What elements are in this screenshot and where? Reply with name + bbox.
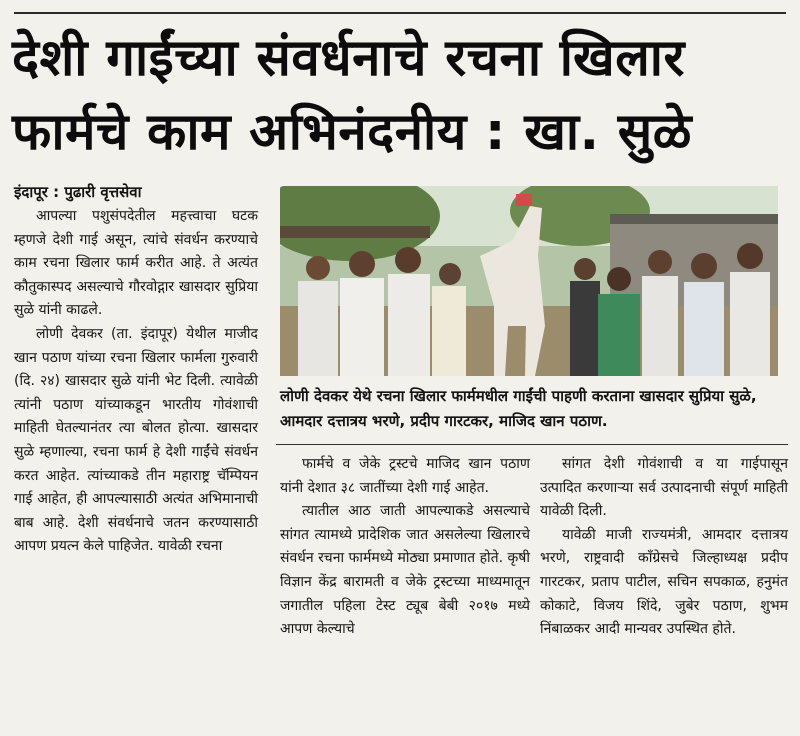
article-column-2: [280, 453, 530, 642]
top-rule: [14, 12, 786, 14]
column1-paragraph-2: लोणी देवकर (ता. इंदापूर) येथील माजीद खान पठाण यांच्या रचना खिलार फार्मला गुरुवारी (दि. २४) खासदार सुळे यांनी भेट दिली. त्यावेळी त्यांनी पठाण यांच्याकडून भारतीय गोवंशाची माहिती घेतल्यानंतर त्या बोलत होत्या. खासदार सुळे म्हणाल्या, रचना फार्म हे देशी गाईंचे संवर्धन करत आहेत. त्यांच्याकडे तीन महाराष्ट्र चॅम्पियन गाई आहेत, ही आपल्यासाठी अत्यंत अभिमानाची बाब आहे. देशी संवर्धनाचे जतन करण्यासाठी आपण प्रयत्न केले पाहिजेत. यावेळी रचना: [14, 325, 258, 555]
news-photo: [280, 186, 778, 376]
headline-line-2: फार्मचे काम अभिनंदनीय : खा. सुळे: [12, 103, 693, 162]
article-column-1: [14, 205, 258, 559]
dateline: इंदापूर : पुढारी वृत्तसेवा: [14, 183, 142, 201]
column3-paragraph-2: यावेळी माजी राज्यमंत्री, आमदार दत्तात्रय भरणे, राष्ट्रवादी काँग्रेसचे जिल्हाध्यक्ष प्रदीप गारटकर, प्रताप पाटील, सचिन सपकाळ, हनुमंत कोकाटे, विजय शिंदे, जुबेर पठाण, शुभम निंबाळकर आदी मान्यवर उपस्थित होते.: [540, 526, 788, 638]
column1-paragraph-1: आपल्या पशुसंपदेतील महत्त्वाचा घटक म्हणजे देशी गाई असून, त्यांचे संवर्धन करण्याचे काम रचना खिलार फार्म करीत आहे. ते अत्यंत कौतुकास्पद असल्याचे गौरवोद्गार खासदार सुप्रिया सुळे यांनी काढले.: [14, 208, 258, 319]
column2-paragraph-2: त्यातील आठ जाती आपल्याकडे असल्याचे सांगत त्यामध्ये प्रादेशिक जात असलेल्या खिलारचे संवर्धन रचना फार्ममध्ये मोठ्या प्रमाणात होते. कृषी विज्ञान केंद्र बारामती व जेके ट्रस्टच्या माध्यमातून जगातील पहिला टेस्ट ट्यूब बेबी २०१७ मध्ये आपण केल्याचे: [280, 503, 530, 638]
headline-line-1: देशी गाईंच्या संवर्धनाचे रचना खिलार: [12, 29, 685, 88]
photo-caption: लोणी देवकर येथे रचना खिलार फार्ममधील गाईंची पाहणी करताना खासदार सुप्रिया सुळे, आमदार दत्तात्रय भरणे, प्रदीप गारटकर, माजिद खान पठाण.: [280, 387, 757, 430]
column2-paragraph-1: फार्मचे व जेके ट्रस्टचे माजिद खान पठाण यांनी देशात ३८ जातींच्या देशी गाई आहेत.: [280, 456, 530, 496]
article-column-3: [540, 453, 788, 642]
photo-illustration: [280, 186, 778, 376]
caption-rule: [276, 444, 788, 445]
column3-paragraph-1: सांगत देशी गोवंशाची व या गाईपासून उत्पादित करणाऱ्या सर्व उत्पादनाची संपूर्ण माहिती यावेळी दिली.: [540, 456, 788, 520]
headline: [12, 22, 792, 170]
